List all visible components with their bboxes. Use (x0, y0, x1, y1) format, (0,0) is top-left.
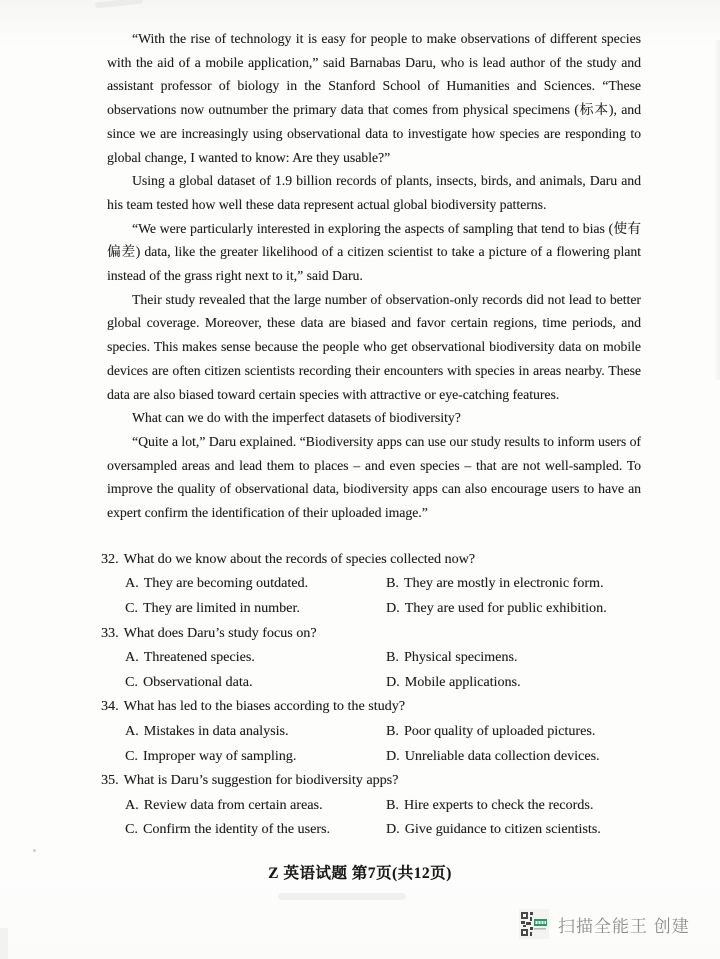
option-grid (101, 793, 641, 842)
option-text: They are used for public exhibition. (404, 599, 607, 616)
option-a (125, 719, 386, 744)
question-line (101, 547, 641, 572)
option-label: C. (125, 673, 138, 690)
option-text: Unreliable data collection devices. (404, 747, 600, 764)
scan-artifact (95, 0, 143, 8)
option-text: Physical specimens. (403, 649, 518, 666)
option-b (386, 793, 641, 818)
question-line (101, 694, 641, 719)
camscanner-qr-icon (519, 909, 549, 939)
passage-paragraph: Their study revealed that the large number of observation-only records did not lead to better global coverage. Moreover, these data are biased and favor certain regions, time periods, and species. This makes sense because the people who get observational biodiversity data on mobile devices are often citizen scientists recording their encounters with species in areas nearby. These data are also biased toward certain species with attractive or eye-catching features. (107, 291, 641, 402)
question-34 (101, 694, 641, 768)
option-label: B. (386, 649, 399, 666)
option-text: Mistakes in data analysis. (143, 722, 289, 739)
question-number: 35. (101, 772, 119, 789)
option-text: Mobile applications. (404, 673, 521, 690)
passage-paragraph: “We were particularly interested in exploring the aspects of sampling that tend to bias (使有偏差) data, like the greater likelihood of a citizen scientist to take a picture of a flowering plant instead of the grass right next to it,” said Daru. (107, 220, 641, 284)
question-section (101, 547, 641, 842)
scan-artifact (33, 849, 36, 852)
option-grid (101, 571, 641, 620)
question-number: 32. (101, 550, 119, 567)
option-grid (101, 645, 641, 694)
passage-paragraph: Using a global dataset of 1.9 billion records of plants, insects, birds, and animals, Daru and his team tested how well these data represent actual global biodiversity patterns. (107, 173, 641, 212)
option-label: B. (386, 722, 399, 739)
option-text: Improper way of sampling. (142, 747, 297, 764)
option-label: A. (125, 649, 139, 666)
option-label: A. (125, 575, 139, 592)
option-b (386, 719, 641, 744)
option-text: They are limited in number. (142, 599, 300, 616)
option-a (125, 571, 386, 596)
option-label: D. (386, 821, 400, 838)
question-33 (101, 621, 641, 695)
option-b (386, 571, 641, 596)
question-number: 33. (101, 624, 119, 641)
question-32 (101, 547, 641, 621)
option-d (386, 670, 641, 695)
option-text: Confirm the identity of the users. (142, 821, 331, 838)
option-label: C. (125, 747, 138, 764)
option-text: Observational data. (142, 673, 253, 690)
option-label: C. (125, 821, 138, 838)
option-b (386, 645, 641, 670)
option-label: C. (125, 599, 138, 616)
option-d (386, 817, 641, 842)
option-d (386, 744, 641, 769)
reading-passage (107, 27, 641, 525)
option-text: Give guidance to citizen scientists. (404, 821, 601, 838)
question-text: What is Daru’s suggestion for biodiversity apps? (123, 772, 399, 789)
option-a (125, 645, 386, 670)
question-text: What do we know about the records of species collected now? (123, 550, 476, 567)
option-c (125, 817, 386, 842)
option-d (386, 596, 641, 621)
question-number: 34. (101, 698, 119, 715)
option-a (125, 793, 386, 818)
option-c (125, 670, 386, 695)
scan-artifact (278, 893, 406, 900)
question-text: What has led to the biases according to the study? (123, 698, 406, 715)
passage-paragraph: “Quite a lot,” Daru explained. “Biodiversity apps can use our study results to inform users of oversampled areas and lead them to places – and even species – that are not well-sampled. To improve the quality of observational data, biodiversity apps can also encourage users to have an expert confirm the identification of their uploaded image.” (107, 433, 641, 521)
passage-paragraph: What can we do with the imperfect datasets of biodiversity? (132, 410, 461, 426)
option-label: D. (386, 673, 400, 690)
option-c (125, 744, 386, 769)
question-text: What does Daru’s study focus on? (123, 624, 317, 641)
option-text: They are becoming outdated. (143, 575, 309, 592)
question-35 (101, 768, 641, 842)
option-label: D. (386, 747, 400, 764)
page-content (101, 27, 641, 842)
option-c (125, 596, 386, 621)
option-text: Poor quality of uploaded pictures. (403, 722, 596, 739)
option-label: B. (386, 575, 399, 592)
question-line (101, 768, 641, 793)
option-label: A. (125, 796, 139, 813)
option-text: They are mostly in electronic form. (403, 575, 604, 592)
passage-paragraph: “With the rise of technology it is easy for people to make observations of different species with the aid of a mobile application,” said Barnabas Daru, who is lead author of the study and assistant professor of biology in the Stanford School of Humanities and Sciences. “These observations now outnumber the primary data that comes from physical specimens (标本), and since we are increasingly using observational data to investigate how species are responding to global change, I wanted to know: Are they usable?” (107, 31, 641, 165)
option-text: Threatened species. (143, 649, 255, 666)
question-line (101, 621, 641, 646)
option-text: Review data from certain areas. (143, 796, 323, 813)
camscanner-watermark (519, 909, 690, 939)
scan-artifact (0, 928, 8, 959)
option-label: B. (386, 796, 399, 813)
option-label: A. (125, 722, 139, 739)
option-grid (101, 719, 641, 768)
page-footer: Z 英语试题 第7页(共12页) (268, 865, 452, 882)
watermark-text: 扫描全能王 创建 (558, 916, 690, 936)
option-label: D. (386, 599, 400, 616)
scan-artifact (714, 40, 720, 380)
option-text: Hire experts to check the records. (403, 796, 594, 813)
